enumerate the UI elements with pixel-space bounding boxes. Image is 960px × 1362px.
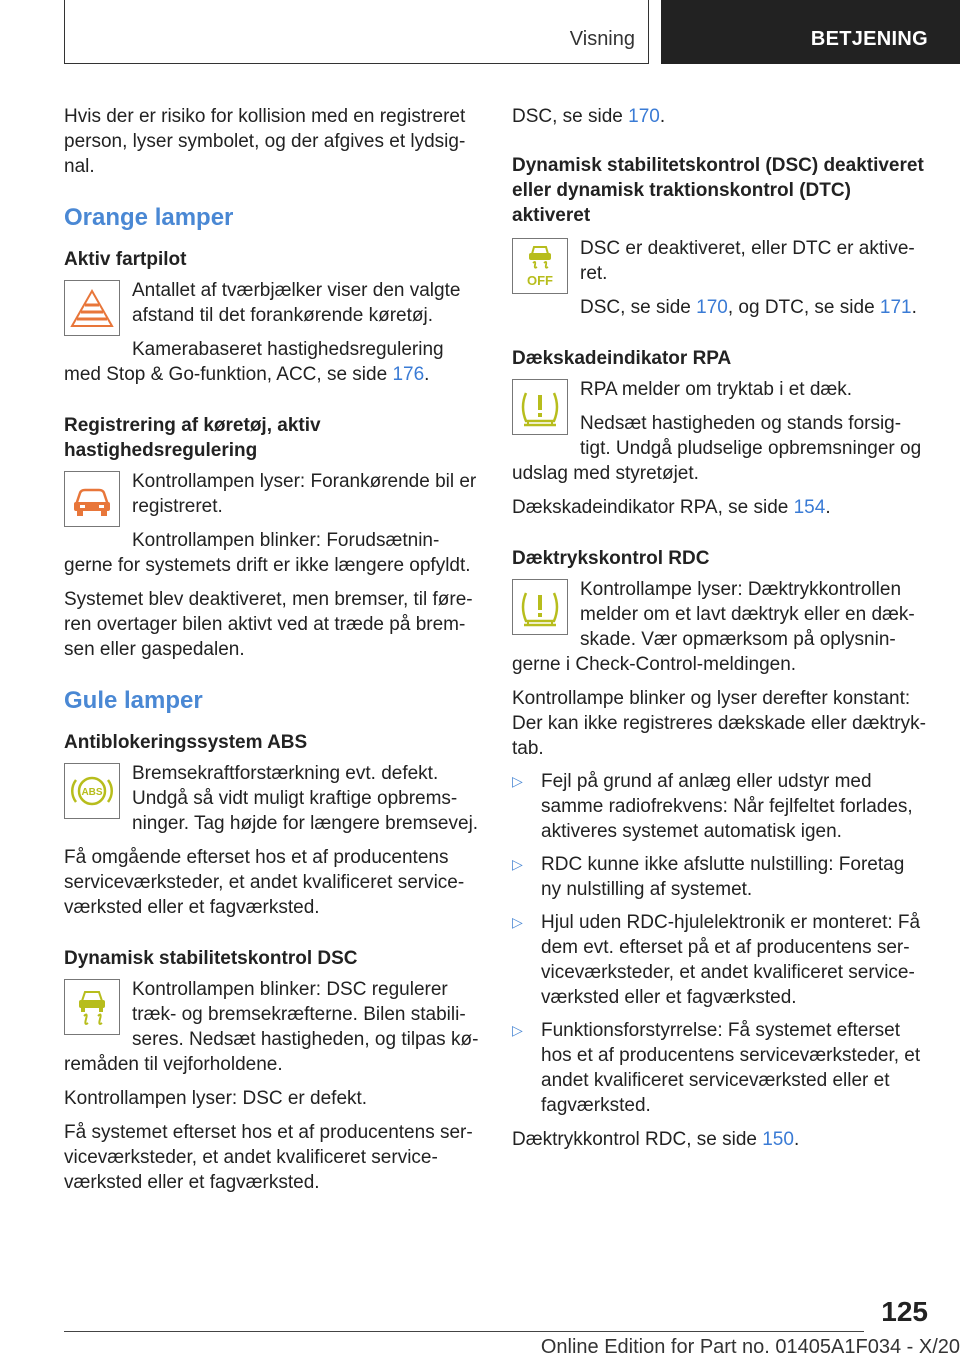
aktiv-fartpilot-lamp (64, 278, 482, 387)
abs-text-1: Bremsekraftforstærkning evt. defekt. Undgå så vidt muligt kraftige opbrems-ninger. Tag højde for længere bremsevej. (132, 763, 479, 834)
triangle-bullet-icon: ▷ (512, 773, 523, 789)
rpa-text-2: Nedsæt hastigheden og stands forsig-tigt. Undgå pludselige opbremsninger og udslag med styretøjet. (512, 413, 922, 484)
registrering-lamp (64, 469, 482, 578)
rdc-bullet-list (512, 769, 928, 1118)
rpa-heading: Dækskadeindikator RPA (512, 348, 732, 369)
rdc-text-2: Kontrollampe blinker og lyser derefter konstant: Der kan ikke registreres dækskade eller dæktryk-tab. (512, 688, 926, 759)
rdc-text-1: Kontrollampe lyser: Dæktrykkontrollen melder om et lavt dæktryk eller en dæk-skade. Vær opmærksom på oplysnin-gerne i Check-Control-meldingen. (512, 579, 915, 675)
dsc-text-3: Få systemet efterset hos et af producentens ser-viceværksteder, et andet kvalificeret service-værksted eller et fagværksted. (64, 1122, 473, 1193)
rpa-lamp (512, 377, 928, 486)
tire-pressure-icon (512, 379, 568, 435)
abs-lamp (64, 761, 482, 836)
right-column (512, 104, 928, 1152)
footer-edition: Online Edition for Part no. 01405A1F034 - X/20 (540, 1336, 960, 1358)
rdc-reference: Dæktrykkontrol RDC, se side 150. (512, 1129, 800, 1150)
aktiv-fartpilot-text-2: Kamerabaseret hastighedsregulering med Stop & Go-funktion, ACC, se side 176. (64, 339, 444, 385)
registrering-text-2: Kontrollampen blinker: Forudsætnin-gerne for systemets drift er ikke længere opfyldt. (64, 530, 471, 576)
page-number: 125 (881, 1296, 928, 1327)
distance-bars-icon (64, 280, 120, 336)
rpa-reference: Dækskadeindikator RPA, se side 154. (512, 497, 831, 518)
dsc-reference: DSC, se side 170. (512, 106, 666, 127)
rpa-text-1: RPA melder om tryktab i et dæk. (580, 379, 853, 400)
page-link-170-b[interactable]: 170 (696, 297, 728, 318)
dsc-text-1: Kontrollampen blinker: DSC regulerer træk- og bremsekræfterne. Bilen stabili-seres. Nedsæt hastigheden, og tilpas kø-remåden til vejforholdene. (64, 979, 479, 1075)
registrering-heading: Registrering af køretøj, aktiv hastighedsregulering (64, 415, 321, 461)
dsc-off-text-2: DSC, se side 170, og DTC, se side 171. (580, 297, 917, 318)
dsc-off-heading: Dynamisk stabilitetskontrol (DSC) deaktiveret eller dynamisk traktionskontrol (DTC) aktiveret (512, 155, 924, 226)
list-item: ▷ Funktionsforstyrrelse: Få systemet efterset hos et af producentens serviceværksteder, et andet kvalificeret serviceværksted eller et fagværksted. (512, 1020, 921, 1116)
registrering-text-3: Systemet blev deaktiveret, men bremser, til føre-ren overtager bilen aktivt ved at træde på brem-sen eller gaspedalen. (64, 589, 473, 660)
tire-pressure-icon (512, 579, 568, 635)
triangle-bullet-icon: ▷ (512, 1022, 523, 1038)
page-link-176[interactable]: 176 (392, 364, 425, 385)
dsc-skid-icon (64, 979, 120, 1035)
list-item: ▷ Fejl på grund af anlæg eller udstyr med samme radiofrekvens: Når fejlfeltet forlades, aktiveres systemet automatisk igen. (512, 771, 913, 842)
triangle-bullet-icon: ▷ (512, 914, 523, 930)
page-link-171[interactable]: 171 (879, 297, 912, 318)
abs-text-2: Få omgående efterset hos et af producentens serviceværksteder, et andet kvalificeret service-værksted eller et fagværksted. (64, 847, 465, 918)
dsc-heading: Dynamisk stabilitetskontrol DSC (64, 948, 358, 969)
dsc-off-lamp (512, 236, 928, 320)
dsc-text-2: Kontrollampen lyser: DSC er defekt. (64, 1088, 368, 1109)
svg-text:ABS: ABS (81, 787, 103, 798)
triangle-bullet-icon: ▷ (512, 856, 523, 872)
page-link-150[interactable]: 150 (762, 1129, 794, 1150)
footer-divider (64, 1331, 864, 1332)
rdc-lamp (512, 577, 928, 677)
abs-icon (64, 763, 120, 819)
rdc-heading: Dæktrykskontrol RDC (512, 548, 710, 569)
page-link-154[interactable]: 154 (793, 497, 826, 518)
dsc-off-icon-label: OFF (527, 273, 553, 288)
list-item: ▷ RDC kunne ikke afslutte nulstilling: Foretag ny nulstilling af systemet. (512, 854, 905, 900)
dsc-off-icon (512, 238, 568, 294)
page-link-170[interactable]: 170 (628, 106, 660, 127)
vehicle-detected-icon (64, 471, 120, 527)
header-section-title: Visning (569, 28, 635, 50)
registrering-text-1: Kontrollampen lyser: Forankørende bil er registreret. (132, 471, 477, 517)
dsc-off-text-1: DSC er deaktiveret, eller DTC er aktive-ret. (580, 238, 915, 284)
header-chapter-tab: BETJENING (661, 0, 960, 64)
aktiv-fartpilot-text-1: Antallet af tværbjælker viser den valgte afstand til det forankørende køretøj. (132, 280, 461, 326)
orange-lamps-heading: Orange lamper (64, 204, 234, 231)
left-column (64, 104, 482, 1195)
yellow-lamps-heading: Gule lamper (64, 687, 203, 714)
list-item: ▷ Hjul uden RDC-hjulelektronik er monteret: Få dem evt. efterset på et af producentens ser-viceværksteder, et andet kvalificeret service-værksted eller et fagværksted. (512, 912, 921, 1008)
aktiv-fartpilot-heading: Aktiv fartpilot (64, 249, 187, 270)
intro-paragraph: Hvis der er risiko for kollision med en registreret person, lyser symbolet, og der afgives et lydsig-nal. (64, 106, 466, 177)
dsc-lamp (64, 977, 482, 1077)
abs-heading: Antiblokeringssystem ABS (64, 732, 308, 753)
